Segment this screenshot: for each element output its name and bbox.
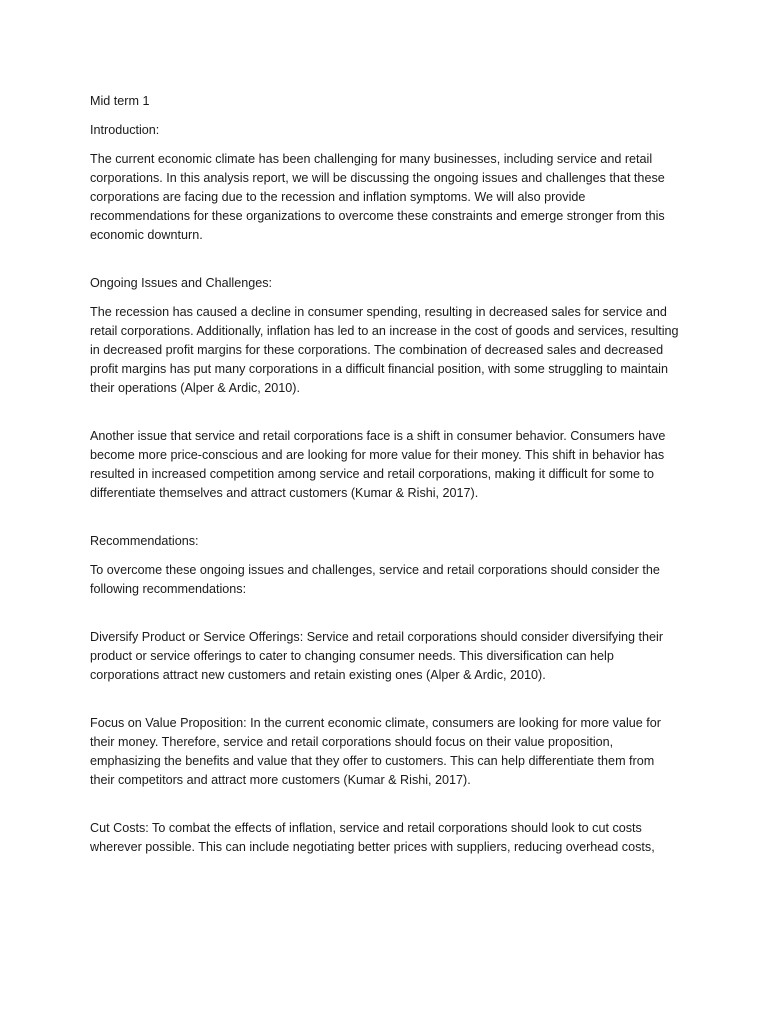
blank-line xyxy=(90,513,680,532)
introduction-paragraph: The current economic climate has been challenging for many businesses, including service and retail corporations. In this analysis report, we will be discussing the ongoing issues and challenges that these corporations are facing due to the recession and inflation symptoms. We will also provide recommendations for these organizations to overcome these constraints and emerge stronger from this economic downturn. xyxy=(90,152,665,242)
document-title: Mid term 1 xyxy=(90,94,150,108)
recommendation-diversify: Diversify Product or Service Offerings: Service and retail corporations should consider diversifying their product or service offerings to cater to changing consumer needs. This diversification can help corporations attract new customers and retain existing ones (Alper & Ardic, 2010). xyxy=(90,630,664,682)
recommendation-cut-costs: Cut Costs: To combat the effects of inflation, service and retail corporations should look to cut costs wherever possible. This can include negotiating better prices with suppliers, reducing overhead costs, xyxy=(90,821,655,854)
introduction-heading: Introduction: xyxy=(90,123,160,137)
recommendation-value-proposition: Focus on Value Proposition: In the current economic climate, consumers are looking for more value for their money. Therefore, service and retail corporations should focus on their value proposition, emphasizing the benefits and value that they offer to customers. This can help differentiate them from their competitors and attract more customers (Kumar & Rishi, 2017). xyxy=(90,716,661,787)
issues-heading: Ongoing Issues and Challenges: xyxy=(90,276,273,290)
document-body xyxy=(90,92,680,867)
blank-line xyxy=(90,408,680,427)
blank-line xyxy=(90,255,680,274)
recommendations-heading: Recommendations: xyxy=(90,534,199,548)
blank-line xyxy=(90,800,680,819)
blank-line xyxy=(90,695,680,714)
blank-line xyxy=(90,609,680,628)
issues-paragraph-2: Another issue that service and retail corporations face is a shift in consumer behavior. Consumers have become more price-conscious and are looking for more value for their money. This shift in behavior has resulted in increased competition among service and retail corporations, making it difficult for some to differentiate themselves and attract customers (Kumar & Rishi, 2017). xyxy=(90,429,666,500)
issues-paragraph-1: The recession has caused a decline in consumer spending, resulting in decreased sales for service and retail corporations. Additionally, inflation has led to an increase in the cost of goods and services, resulting in decreased profit margins for these corporations. The combination of decreased sales and decreased profit margins has put many corporations in a difficult financial position, with some struggling to maintain their operations (Alper & Ardic, 2010). xyxy=(90,305,679,395)
recommendations-intro: To overcome these ongoing issues and challenges, service and retail corporations should consider the following recommendations: xyxy=(90,563,660,596)
